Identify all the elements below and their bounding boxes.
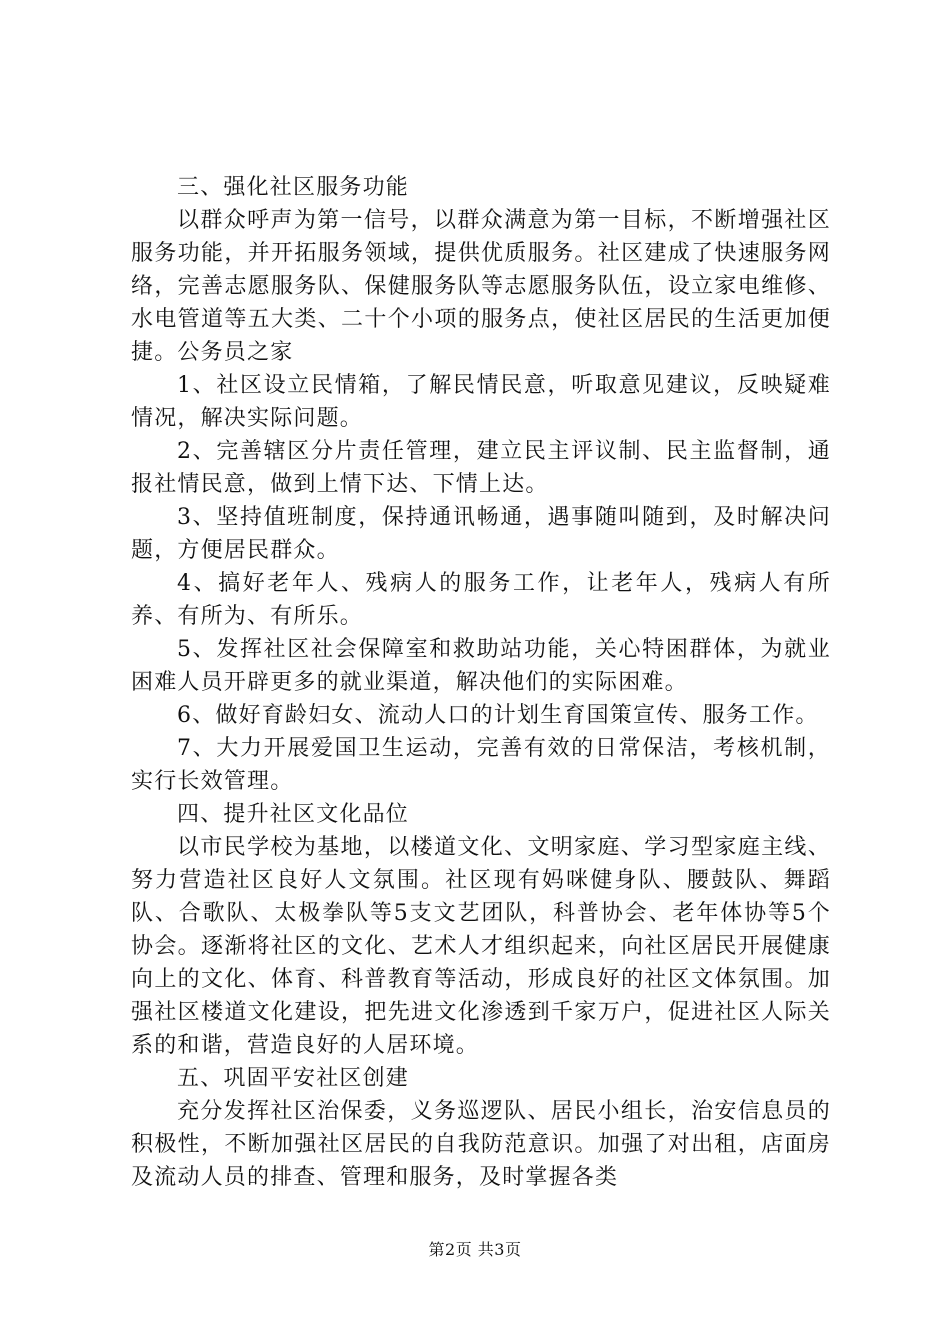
paragraph-item-3: 3、坚持值班制度，保持通讯畅通，遇事随叫随到，及时解决问题，方便居民群众。	[131, 505, 831, 563]
section-heading-3: 三、强化社区服务功能	[177, 175, 410, 200]
paragraph-item-4: 4、搞好老年人、残病人的服务工作，让老年人，残病人有所养、有所为、有所乐。	[131, 571, 831, 629]
paragraph-item-1: 1、社区设立民情箱，了解民情民意，听取意见建议，反映疑难情况，解决实际问题。	[131, 373, 831, 431]
paragraph-item-5: 5、发挥社区社会保障室和救助站功能，关心特困群体，为就业困难人员开辟更多的就业渠道，解决他们的实际困难。	[131, 637, 831, 695]
paragraph-service-intro: 以群众呼声为第一信号，以群众满意为第一目标，不断增强社区服务功能，并开拓服务领域，提供优质服务。社区建成了快速服务网络，完善志愿服务队、保健服务队等志愿服务队伍，设立家电维修、水电管道等五大类、二十个小项的服务点，使社区居民的生活更加便捷。公务员之家	[131, 208, 831, 365]
paragraph-item-6: 6、做好育龄妇女、流动人口的计划生育国策宣传、服务工作。	[177, 703, 819, 728]
paragraph-item-2: 2、完善辖区分片责任管理，建立民主评议制、民主监督制，通报社情民意，做到上情下达、下情上达。	[131, 439, 831, 497]
section-heading-4: 四、提升社区文化品位	[177, 802, 410, 827]
paragraph-safety: 充分发挥社区治保委，义务巡逻队、居民小组长，治安信息员的积极性，不断加强社区居民的自我防范意识。加强了对出租，店面房及流动人员的排查、管理和服务，及时掌握各类	[131, 1099, 831, 1190]
paragraph-item-7: 7、大力开展爱国卫生运动，完善有效的日常保洁，考核机制，实行长效管理。	[131, 736, 831, 794]
page-number: 第2页 共3页	[428, 1240, 522, 1259]
paragraph-culture: 以市民学校为基地，以楼道文化、文明家庭、学习型家庭主线、努力营造社区良好人文氛围。社区现有妈咪健身队、腰鼓队、舞蹈队、合歌队、太极拳队等5支文艺团队，科普协会、老年体协等5个协会。逐渐将社区的文化、艺术人才组织起来，向社区居民开展健康向上的文化、体育、科普教育等活动，形成良好的社区文体氛围。加强社区楼道文化建设，把先进文化渗透到千家万户，促进社区人际关系的和谐，营造良好的人居环境。	[131, 835, 831, 1058]
document-body	[131, 171, 831, 1194]
section-heading-5: 五、巩固平安社区创建	[177, 1066, 410, 1091]
